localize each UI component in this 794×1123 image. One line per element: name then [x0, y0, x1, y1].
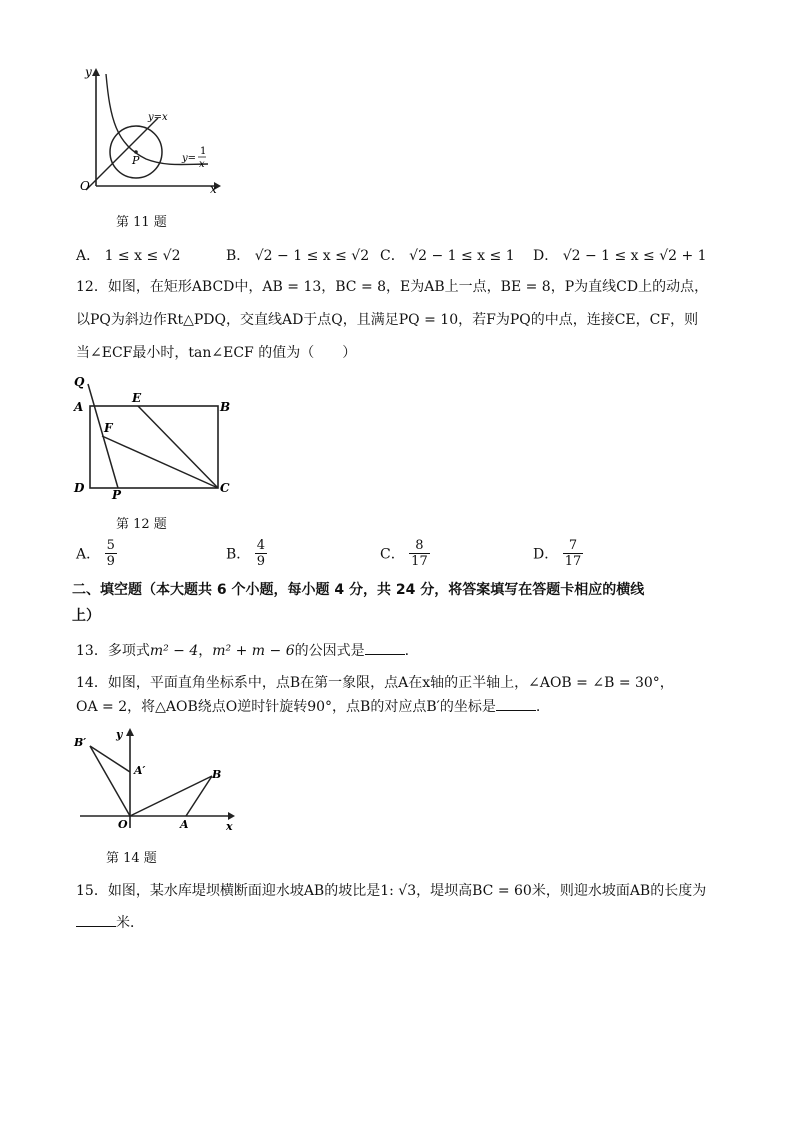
section-2-heading-line-1: 二、填空题（本大题共 6 个小题，每小题 4 分，共 24 分，将答案填写在答题卡相应的横线: [72, 582, 645, 598]
q11-option-d: [533, 245, 707, 265]
q12-option-a: [76, 538, 117, 569]
fig12-label-q: Q: [74, 375, 85, 389]
q12-option-d-label: D．: [533, 546, 559, 563]
q11-option-c: [380, 245, 515, 265]
q12-option-b: [226, 538, 267, 569]
q12-option-b-den: 9: [256, 554, 266, 569]
fig11-label-p: P: [132, 154, 140, 167]
q13-expr-1: m² − 4: [149, 643, 199, 659]
q13-suffix: 的公因式是: [294, 643, 365, 659]
q11-option-a-label: A．: [76, 248, 101, 264]
q13-prefix: 13．多项式: [76, 643, 150, 659]
fig14-label-aprime: A′: [134, 764, 146, 777]
q12-option-c-den: 17: [411, 554, 428, 569]
fig11-label-x: x: [210, 182, 217, 194]
fig12-label-b: B: [220, 400, 231, 414]
q13-sep: ，: [198, 643, 213, 659]
fig11-label-line: y=x: [148, 112, 168, 123]
fig12-label-d: D: [74, 481, 85, 495]
q12-option-d-num: 7: [563, 538, 584, 554]
fig14-label-b: B: [212, 768, 222, 781]
fig14-label-a: A: [180, 818, 189, 831]
q12-option-c: [380, 538, 430, 569]
fig11-label-curve: y=: [182, 153, 197, 164]
q14-line-2: [76, 696, 540, 718]
figure-11-diagram: [76, 64, 226, 194]
fig14-label-x: x: [226, 820, 233, 833]
q12-option-c-fraction: [409, 538, 430, 569]
fig11-label-curve-num: 1: [200, 146, 207, 157]
q12-option-a-label: A．: [76, 546, 101, 563]
q12-line-3: 当∠ECF最小时，tan∠ECF 的值为（ ）: [76, 345, 357, 361]
section-2-heading-line-2: 上）: [72, 608, 100, 624]
q13-answer-blank[interactable]: [365, 640, 405, 655]
q12-option-a-den: 9: [106, 554, 115, 569]
q12-line-2: 以PQ为斜边作Rt△PDQ，交直线AD于点Q，且满足PQ = 10，若F为PQ的中点，连接CE，CF，则: [76, 312, 699, 328]
q12-option-d-fraction: [563, 538, 584, 569]
fig11-label-curve-den: x: [199, 159, 205, 170]
fig12-label-a: A: [74, 400, 84, 414]
fig14-label-bprime: B′: [74, 736, 87, 749]
q14-line-1: 14．如图，平面直角坐标系中，点B在第一象限，点A在x轴的正半轴上，∠AOB = ∠B = 30°，: [76, 675, 674, 691]
q12-option-c-num: 8: [409, 538, 430, 554]
fig12-label-f: F: [104, 421, 113, 435]
q12-option-c-label: C．: [380, 546, 405, 563]
q14-line-2-prefix: OA = 2，将△AOB绕点O逆时针旋转90°，点B的对应点B′的坐标是: [76, 699, 496, 715]
q11-option-d-text: √2 − 1 ≤ x ≤ √2 + 1: [562, 248, 707, 264]
q11-option-b-label: B．: [226, 248, 251, 264]
q13: [76, 640, 409, 662]
q11-option-a: [76, 245, 180, 265]
fig14-label-y: y: [116, 728, 123, 741]
q12-option-d-den: 17: [564, 554, 582, 569]
q12-option-b-num: 4: [256, 538, 266, 553]
q11-option-b-text: √2 − 1 ≤ x ≤ √2: [254, 248, 370, 264]
q11-option-b: [226, 245, 369, 265]
q12-option-b-label: B．: [226, 546, 251, 563]
figure-14-diagram: [70, 726, 240, 836]
q12-line-1: 12．如图，在矩形ABCD中，AB = 13，BC = 8，E为AB上一点，BE = 8，P为直线CD上的动点，: [76, 279, 709, 295]
fig12-label-c: C: [220, 481, 230, 495]
q11-option-a-text: 1 ≤ x ≤ √2: [104, 248, 181, 264]
figure-12-caption: 第 12 题: [116, 517, 167, 532]
q12-option-b-fraction: [255, 538, 267, 569]
figure-12-diagram: [70, 370, 240, 500]
fig11-label-y: y: [85, 65, 92, 79]
q12-option-a-fraction: [105, 538, 117, 569]
q12-option-d: [533, 538, 583, 569]
q12-option-a-num: 5: [106, 538, 115, 553]
q15-line-1: 15．如图，某水库堤坝横断面迎水坡AB的坡比是1: √3，堤坝高BC = 60米，则迎水坡面AB的长度为: [76, 883, 707, 899]
figure-11-caption: 第 11 题: [116, 215, 167, 230]
q11-option-c-text: √2 − 1 ≤ x ≤ 1: [409, 248, 515, 264]
q14-line-2-end: .: [535, 699, 541, 715]
q14-answer-blank[interactable]: [496, 696, 536, 711]
figure-14-caption: 第 14 题: [106, 851, 157, 866]
q15-line-2: [76, 912, 144, 934]
fig14-label-o: O: [118, 818, 128, 831]
q11-option-c-label: C．: [380, 248, 405, 264]
q13-end: .: [404, 643, 410, 659]
q15-answer-blank[interactable]: [76, 912, 116, 927]
q13-expr-2: m² + m − 6: [212, 643, 295, 659]
q15-line-2-suffix: 米．: [116, 915, 144, 931]
q11-option-d-label: D．: [533, 248, 559, 264]
fig12-label-e: E: [132, 391, 142, 405]
fig11-label-o: O: [80, 179, 90, 193]
fig12-label-p: P: [112, 488, 122, 500]
